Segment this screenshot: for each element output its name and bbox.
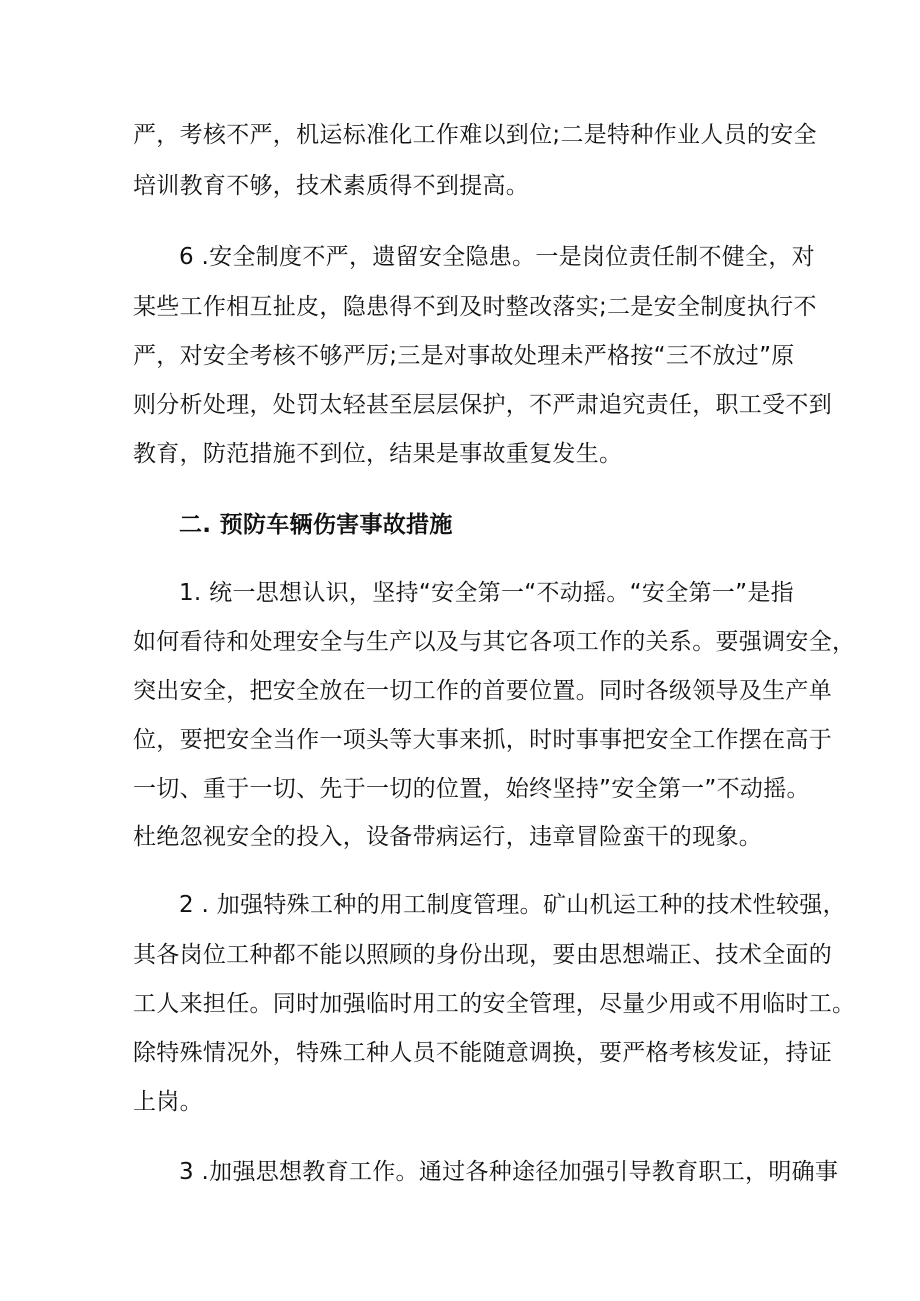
paragraph-line: 严，考核不严，机运标准化工作难以到位;二是特种作业人员的安全 — [133, 122, 817, 148]
paragraph-line: 1. 统一思想认识，坚持“安全第一“不动摇。“安全第一”是指 — [179, 580, 794, 606]
paragraph-line: 严，对安全考核不够严厉;三是对事故处理未严格按“三不放过”原 — [133, 343, 795, 369]
paragraph-line: 某些工作相互扯皮，隐患得不到及时整改落实;二是安全制度执行不 — [133, 294, 817, 320]
paragraph-line: 除特殊情况外，特殊工种人员不能随意调换，要严格考核发证，持证 — [133, 1040, 832, 1066]
paragraph-line: 如何看待和处理安全与生产以及与其它各项工作的关系。要强调安全， — [133, 629, 856, 655]
paragraph-line: 教育，防范措施不到位，结果是事故重复发生。 — [133, 441, 623, 467]
paragraph-line: 突出安全，把安全放在一切工作的首要位置。同时各级领导及生产单 — [133, 678, 832, 704]
paragraph-line: 杜绝忽视安全的投入，设备带病运行，违章冒险蛮干的现象。 — [133, 824, 763, 850]
paragraph-line: 其各岗位工种都不能以照顾的身份出现，要由思想端正、技术全面的 — [133, 942, 832, 968]
paragraph-line: 则分析处理，处罚太轻甚至层层保护，不严肃追究责任，职工受不到 — [133, 392, 832, 418]
paragraph-line: 工人来担任。同时加强临时用工的安全管理，尽量少用或不用临时工。 — [133, 991, 856, 1017]
paragraph-line: 3 .加强思想教育工作。通过各种途径加强引导教育职工，明确事 — [179, 1159, 839, 1185]
paragraph-line: 培训教育不够，技术素质得不到提高。 — [133, 173, 530, 199]
paragraph-line: 一切、重于一切、先于一切的位置，始终坚持”安全第一”不动摇。 — [133, 776, 810, 802]
paragraph-line: 6 .安全制度不严，遗留安全隐患。一是岗位责任制不健全，对 — [179, 244, 815, 270]
paragraph-line: 上岗。 — [133, 1089, 203, 1115]
paragraph-line: 2 . 加强特殊工种的用工制度管理。矿山机运工种的技术性较强， — [179, 892, 846, 918]
section-heading: 二. 预防车辆伤害事故措施 — [179, 512, 453, 538]
paragraph-line: 位，要把安全当作一项头等大事来抓，时时事事把安全工作摆在高于 — [133, 727, 832, 753]
